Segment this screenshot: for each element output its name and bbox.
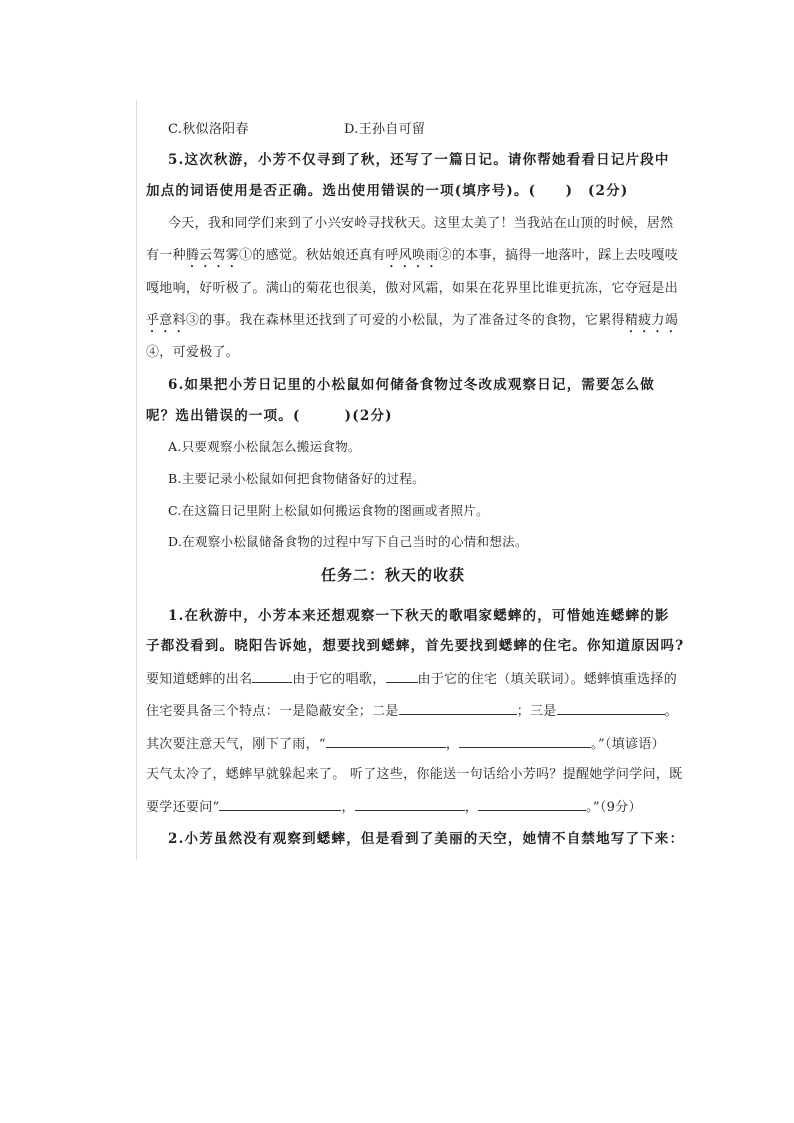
option-d: D.王孙自可留	[344, 122, 426, 137]
diary-text: ②的本事，搞得一地落叶，踩上去吱嘎吱	[438, 248, 679, 263]
t2q1-line-5	[146, 733, 665, 755]
option-c: C.秋似洛阳春	[168, 122, 249, 137]
q6-line-2: 呢？选出错误的一项。( )(2分)	[146, 408, 393, 424]
text: 由于它的住宅（填关联词）。蟋蟀慎重选择的	[417, 672, 678, 687]
text: 要知道蟋蟀的出名	[146, 672, 253, 687]
text: ；三是	[516, 704, 557, 719]
text: 由于它的唱歌，	[292, 672, 386, 687]
q5-line-1: 5.这次秋游，小芳不仅寻到了秋，还写了一篇日记。请你帮她看看日记片段中	[168, 152, 670, 168]
diary-text: 有一种	[146, 248, 186, 263]
text: 。	[664, 704, 678, 719]
blank-conjunction-1[interactable]	[252, 668, 292, 683]
blank-saying-1[interactable]	[219, 796, 341, 811]
q6-option-a: A.只要观察小松鼠怎么搬运食物。	[168, 439, 361, 454]
q5-line-2-text: 加点的词语使用是否正确。选出使用错误的一项(填序号)。( ) (2分)	[146, 183, 629, 199]
t2q1-line-3	[146, 668, 677, 690]
diary-line-4	[146, 311, 678, 336]
t2q2-line-1: 2.小芳虽然没有观察到蟋蟀，但是看到了美丽的天空，她情不自禁地写了下来：	[168, 831, 685, 847]
blank-feature-2[interactable]	[399, 700, 517, 715]
diary-text: ①的感觉。秋姑娘还真有	[239, 248, 386, 263]
t2q1-line-4	[146, 700, 678, 722]
blank-proverb-2[interactable]	[459, 733, 591, 748]
page-margin-line	[136, 100, 137, 860]
text: 其次要注意天气，刚下了雨，“	[146, 737, 326, 752]
diary-line-3: 嘎地响，好听极了。满山的菊花也很美，傲对风霜，如果在花界里比谁更抗冻，它夺冠是出	[146, 281, 679, 296]
blank-saying-3[interactable]	[478, 796, 586, 811]
diary-text: ③的事。我在森林里还找到了可爱的小松鼠，为了准备过冬的食物，它累得	[185, 313, 625, 328]
text: 。”（填谚语）	[591, 737, 665, 752]
q6-option-c: C.在这篇日记里附上松鼠如何搬运食物的图画或者照片。	[168, 503, 489, 518]
q6-option-b: B.主要记录小松鼠如何把食物储备好的过程。	[168, 471, 425, 486]
blank-feature-3[interactable]	[557, 700, 665, 715]
q6-line-1: 6.如果把小芳日记里的小松鼠如何储备食物过冬改成观察日记，需要怎么做	[168, 377, 655, 393]
blank-conjunction-2[interactable]	[386, 668, 418, 683]
dotted-word-4: 精疲力竭	[624, 313, 679, 328]
dotted-word-3: 乎意料	[146, 313, 186, 328]
dotted-word-2: 呼风唤雨	[385, 248, 439, 263]
blank-proverb-1[interactable]	[326, 733, 446, 748]
t2q1-line-1: 1.在秋游中，小芳本来还想观察一下秋天的歌唱家蟋蟀的，可惜她连蟋蟀的影	[168, 608, 670, 624]
text: 要学还要问“	[146, 800, 220, 815]
text: 住宅要具备三个特点：一是隐蔽安全；二是	[146, 704, 399, 719]
task2-heading: 任务二：秋天的收获	[321, 566, 466, 584]
q6-option-d: D.在观察小松鼠储备食物的过程中写下自己当时的心情和想法。	[168, 534, 528, 549]
t2q1-line-2-text: 子都没看到。晓阳告诉她，想要找到蟋蟀，首先要找到蟋蟀的住宅。你知道原因吗?	[146, 638, 685, 654]
diary-line-2	[146, 246, 678, 271]
text: ，	[464, 800, 479, 815]
text: 。”（9分）	[586, 800, 642, 815]
t2q1-line-7	[146, 796, 642, 818]
dotted-word-1: 腾云驾雾	[185, 248, 240, 263]
diary-line-1: 今天，我和同学们来到了小兴安岭寻找秋天。这里太美了！当我站在山顶的时候，居然	[168, 216, 674, 231]
t2q1-line-2	[146, 636, 684, 657]
text: ，	[445, 737, 460, 752]
q5-line-2	[146, 181, 628, 202]
diary-line-5: ④，可爱极了。	[146, 345, 240, 360]
blank-saying-2[interactable]	[355, 796, 465, 811]
text: ，	[341, 800, 355, 815]
t2q1-line-6: 天气太冷了，蟋蟀早就躲起来了。 听了这些，你能送一句话给小芳吗？提醒她学问学问，既	[146, 767, 683, 782]
